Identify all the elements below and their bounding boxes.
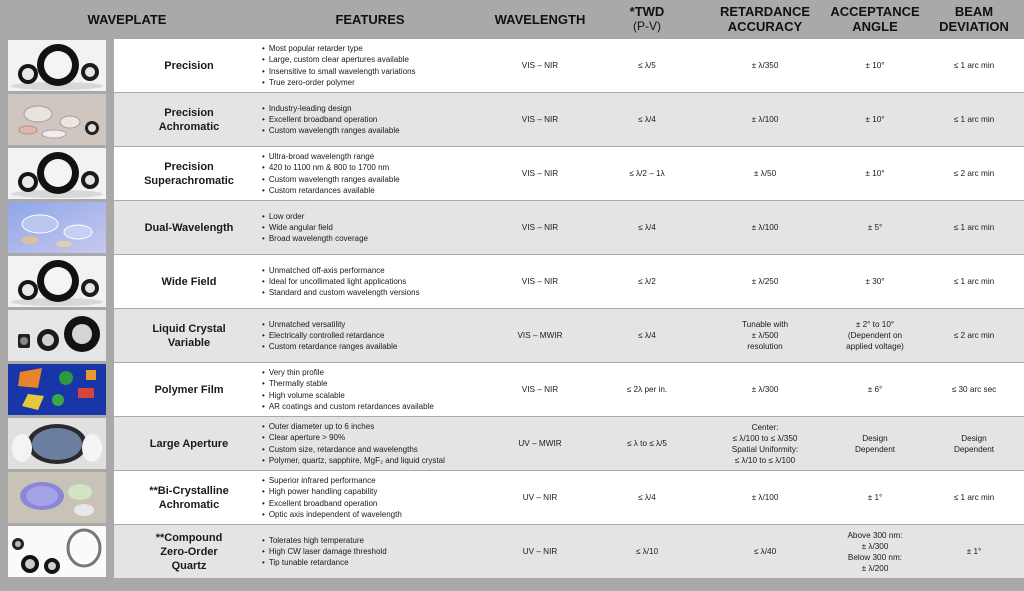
waveplate-name-text: Dual-Wavelength <box>144 221 234 234</box>
wavelength-cell: VIS – NIR <box>521 61 559 70</box>
header-retardance-line1: RETARDANCE <box>719 4 811 19</box>
retardance-accuracy-cell: Tunable with ± λ/500 resolution <box>741 320 789 351</box>
feature-item: • Wide angular field <box>262 222 502 233</box>
retardance-accuracy-cell: ± λ/50 <box>753 169 777 178</box>
feature-item: • Unmatched versatility <box>262 319 502 330</box>
film-shapes-image <box>8 364 106 415</box>
waveplate-name-wide-field <box>114 255 264 308</box>
waveplate-name-text: **Compound Zero-Order Quartz <box>155 531 223 572</box>
beam-deviation-cell: ≤ 1 arc min <box>953 277 995 286</box>
feature-item: • Most popular retarder type <box>262 43 502 54</box>
header-acceptance <box>820 0 930 38</box>
twd-cell: ≤ λ/4 <box>638 115 656 124</box>
acceptance-angle-cell: ± 10° <box>865 115 885 124</box>
waveplate-name-precision-achromatic <box>114 93 264 146</box>
header-beam-line1: BEAM <box>954 4 994 19</box>
features-bullets <box>262 319 502 353</box>
wavelength-cell: VIS – NIR <box>521 223 559 232</box>
acceptance-angle-cell: ± 30° <box>865 277 885 286</box>
header-twd-sublabel: (P-V) <box>632 19 661 33</box>
header-wavelength-label: WAVELENGTH <box>494 11 586 27</box>
features-list <box>262 417 502 470</box>
waveplate-name-text: **Bi-Crystalline Achromatic <box>149 484 229 511</box>
header-wavelength <box>488 0 592 38</box>
feature-item: • True zero-order polymer <box>262 77 502 88</box>
retardance-accuracy-cell: Center: ≤ λ/100 to ≤ λ/350 Spatial Uniformity: ≤ λ/10 to ≤ λ/100 <box>731 422 799 465</box>
feature-item: • High volume scalable <box>262 390 502 401</box>
table-row <box>0 471 1024 525</box>
blue-optics-image <box>8 202 106 253</box>
retardance-accuracy-cell: ± λ/100 <box>751 223 779 232</box>
twd-cell: ≤ λ/2 – 1λ <box>629 169 665 178</box>
wavelength-cell: VIS – NIR <box>521 277 559 286</box>
feature-item: • Standard and custom wavelength versions <box>262 287 502 298</box>
acceptance-angle-cell: ± 10° <box>865 61 885 70</box>
waveplate-name-bi-crystalline-achromatic <box>114 471 264 524</box>
retardance-accuracy-cell: ± λ/100 <box>751 493 779 502</box>
header-retardance-line2: ACCURACY <box>727 19 803 34</box>
feature-item: • Outer diameter up to 6 inches <box>262 421 502 432</box>
wavelength-cell: UV – MWIR <box>518 439 562 448</box>
header-features-label: FEATURES <box>335 11 405 27</box>
waveplate-name-precision <box>114 39 264 92</box>
wavelength-cell: VIS – NIR <box>521 115 559 124</box>
waveplate-name-text: Polymer Film <box>154 383 224 396</box>
table-row <box>0 147 1024 201</box>
feature-item: • Optic axis independent of wavelength <box>262 509 502 520</box>
retardance-accuracy-cell: ± λ/250 <box>751 277 779 286</box>
table-row <box>0 255 1024 309</box>
feature-item: • 420 to 1100 nm & 800 to 1700 nm <box>262 162 502 173</box>
features-list <box>262 93 502 146</box>
features-list <box>262 255 502 308</box>
header-waveplate-label: WAVEPLATE <box>87 11 167 27</box>
table-row <box>0 93 1024 147</box>
twd-cell: ≤ λ/2 <box>638 277 656 286</box>
feature-item: • Broad wavelength coverage <box>262 233 502 244</box>
retardance-accuracy-cell: ± λ/300 <box>751 385 779 394</box>
beam-deviation-cell: ≤ 1 arc min <box>953 223 995 232</box>
waveplate-name-text: Precision Achromatic <box>158 106 220 133</box>
features-bullets <box>262 43 502 88</box>
features-list <box>262 309 502 362</box>
beam-deviation-cell: ± 1° <box>966 547 982 556</box>
twd-cell: ≤ λ/10 <box>635 547 659 556</box>
beam-deviation-cell: ≤ 1 arc min <box>953 115 995 124</box>
table-row <box>0 417 1024 471</box>
twd-cell: ≤ 2λ per in. <box>626 385 668 394</box>
feature-item: • Excellent broadband operation <box>262 114 502 125</box>
feature-item: • Industry-leading design <box>262 103 502 114</box>
table-header <box>0 0 1024 38</box>
acceptance-angle-cell: ± 1° <box>867 493 883 502</box>
feature-item: • Tip tunable retardance <box>262 557 502 568</box>
features-list <box>262 39 502 92</box>
waveplate-name-polymer-film <box>114 363 264 416</box>
violet-optics-image <box>8 472 106 523</box>
waveplate-name-text: Liquid Crystal Variable <box>152 322 226 349</box>
retardance-accuracy-cell: ≤ λ/40 <box>753 547 777 556</box>
features-bullets <box>262 211 502 245</box>
twd-cell: ≤ λ/5 <box>638 61 656 70</box>
feature-item: • Very thin profile <box>262 367 502 378</box>
clear-optics-image <box>8 94 106 145</box>
beam-deviation-cell: Design Dependent <box>953 433 995 454</box>
acceptance-angle-cell: ± 6° <box>867 385 883 394</box>
header-acceptance-line1: ACCEPTANCE <box>830 4 920 19</box>
ring-optics-image <box>8 148 106 199</box>
twd-cell: ≤ λ/4 <box>638 493 656 502</box>
feature-item: • Large, custom clear apertures available <box>262 54 502 65</box>
wavelength-cell: VIS – NIR <box>521 169 559 178</box>
features-bullets <box>262 151 502 196</box>
header-beam-line2: DEVIATION <box>939 19 1009 34</box>
features-bullets <box>262 535 502 569</box>
feature-item: • Excellent broadband operation <box>262 498 502 509</box>
waveplate-name-liquid-crystal-variable <box>114 309 264 362</box>
beam-deviation-cell: ≤ 2 arc min <box>953 169 995 178</box>
wavelength-cell: VIS – NIR <box>521 385 559 394</box>
table-row <box>0 309 1024 363</box>
features-bullets <box>262 367 502 412</box>
table-row <box>0 39 1024 93</box>
header-features <box>300 0 440 38</box>
feature-item: • Custom retardance ranges available <box>262 341 502 352</box>
table-row <box>0 525 1024 579</box>
wavelength-cell: VIS – MWIR <box>517 331 563 340</box>
features-bullets <box>262 421 502 466</box>
header-retardance <box>710 0 820 38</box>
twd-cell: ≤ λ/4 <box>638 331 656 340</box>
header-acceptance-line2: ANGLE <box>852 19 898 34</box>
wavelength-cell: UV – NIR <box>522 547 558 556</box>
waveplate-name-precision-superachromatic <box>114 147 264 200</box>
feature-item: • Electrically controlled retardance <box>262 330 502 341</box>
acceptance-angle-cell: Design Dependent <box>854 433 896 454</box>
feature-item: • Thermally stable <box>262 378 502 389</box>
waveplate-name-text: Precision <box>164 59 214 72</box>
features-bullets <box>262 103 502 137</box>
acceptance-angle-cell: ± 5° <box>867 223 883 232</box>
retardance-accuracy-cell: ± λ/100 <box>751 115 779 124</box>
waveplate-name-dual-wavelength <box>114 201 264 254</box>
twd-cell: ≤ λ to ≤ λ/5 <box>627 439 667 448</box>
features-list <box>262 525 502 578</box>
header-twd <box>592 0 702 38</box>
feature-item: • Custom retardances available <box>262 185 502 196</box>
feature-item: • Tolerates high temperature <box>262 535 502 546</box>
feature-item: • Clear aperture > 90% <box>262 432 502 443</box>
feature-item: • Insensitive to small wavelength variations <box>262 66 502 77</box>
waveplate-name-text: Large Aperture <box>149 437 229 450</box>
header-waveplate <box>72 0 182 38</box>
waveplate-name-text: Precision Superachromatic <box>144 160 234 187</box>
feature-item: • Unmatched off-axis performance <box>262 265 502 276</box>
wavelength-cell: UV – NIR <box>522 493 558 502</box>
feature-item: • High CW laser damage threshold <box>262 546 502 557</box>
acceptance-angle-cell: ± 2° to 10° (Dependent on applied voltage) <box>846 320 904 351</box>
features-list <box>262 471 502 524</box>
twd-cell: ≤ λ/4 <box>638 223 656 232</box>
header-beam <box>928 0 1020 38</box>
beam-deviation-cell: ≤ 30 arc sec <box>951 385 997 394</box>
acceptance-angle-cell: Above 300 nm: ± λ/300 Below 300 nm: ± λ/200 <box>847 530 903 573</box>
features-bullets <box>262 265 502 299</box>
ring-optics-image <box>8 256 106 307</box>
feature-item: • Custom size, retardance and wavelengths <box>262 444 502 455</box>
table-row <box>0 201 1024 255</box>
feature-item: • Custom wavelength ranges available <box>262 125 502 136</box>
feature-item: • Custom wavelength ranges available <box>262 174 502 185</box>
feature-item: • Ideal for uncollimated light applications <box>262 276 502 287</box>
feature-item: • Ultra-broad wavelength range <box>262 151 502 162</box>
beam-deviation-cell: ≤ 2 arc min <box>953 331 995 340</box>
waveplate-name-text: Wide Field <box>161 275 217 288</box>
feature-item: • High power handling capability <box>262 486 502 497</box>
features-list <box>262 201 502 254</box>
waveplate-name-compound-zero-order-quartz <box>114 525 264 578</box>
feature-item: • Low order <box>262 211 502 222</box>
features-list <box>262 147 502 200</box>
features-bullets <box>262 475 502 520</box>
quartz-optics-image <box>8 526 106 577</box>
feature-item: • Superior infrared performance <box>262 475 502 486</box>
retardance-accuracy-cell: ± λ/350 <box>751 61 779 70</box>
beam-deviation-cell: ≤ 1 arc min <box>953 493 995 502</box>
table-row <box>0 363 1024 417</box>
hands-lens-image <box>8 418 106 469</box>
acceptance-angle-cell: ± 10° <box>865 169 885 178</box>
feature-item: • AR coatings and custom retardances available <box>262 401 502 412</box>
lc-optics-image <box>8 310 106 361</box>
feature-item: • Polymer, quartz, sapphire, MgF₂ and liquid crystal <box>262 455 502 466</box>
waveplate-name-large-aperture <box>114 417 264 470</box>
features-list <box>262 363 502 416</box>
header-twd-label: *TWD <box>629 4 665 19</box>
beam-deviation-cell: ≤ 1 arc min <box>953 61 995 70</box>
ring-optics-image <box>8 40 106 91</box>
